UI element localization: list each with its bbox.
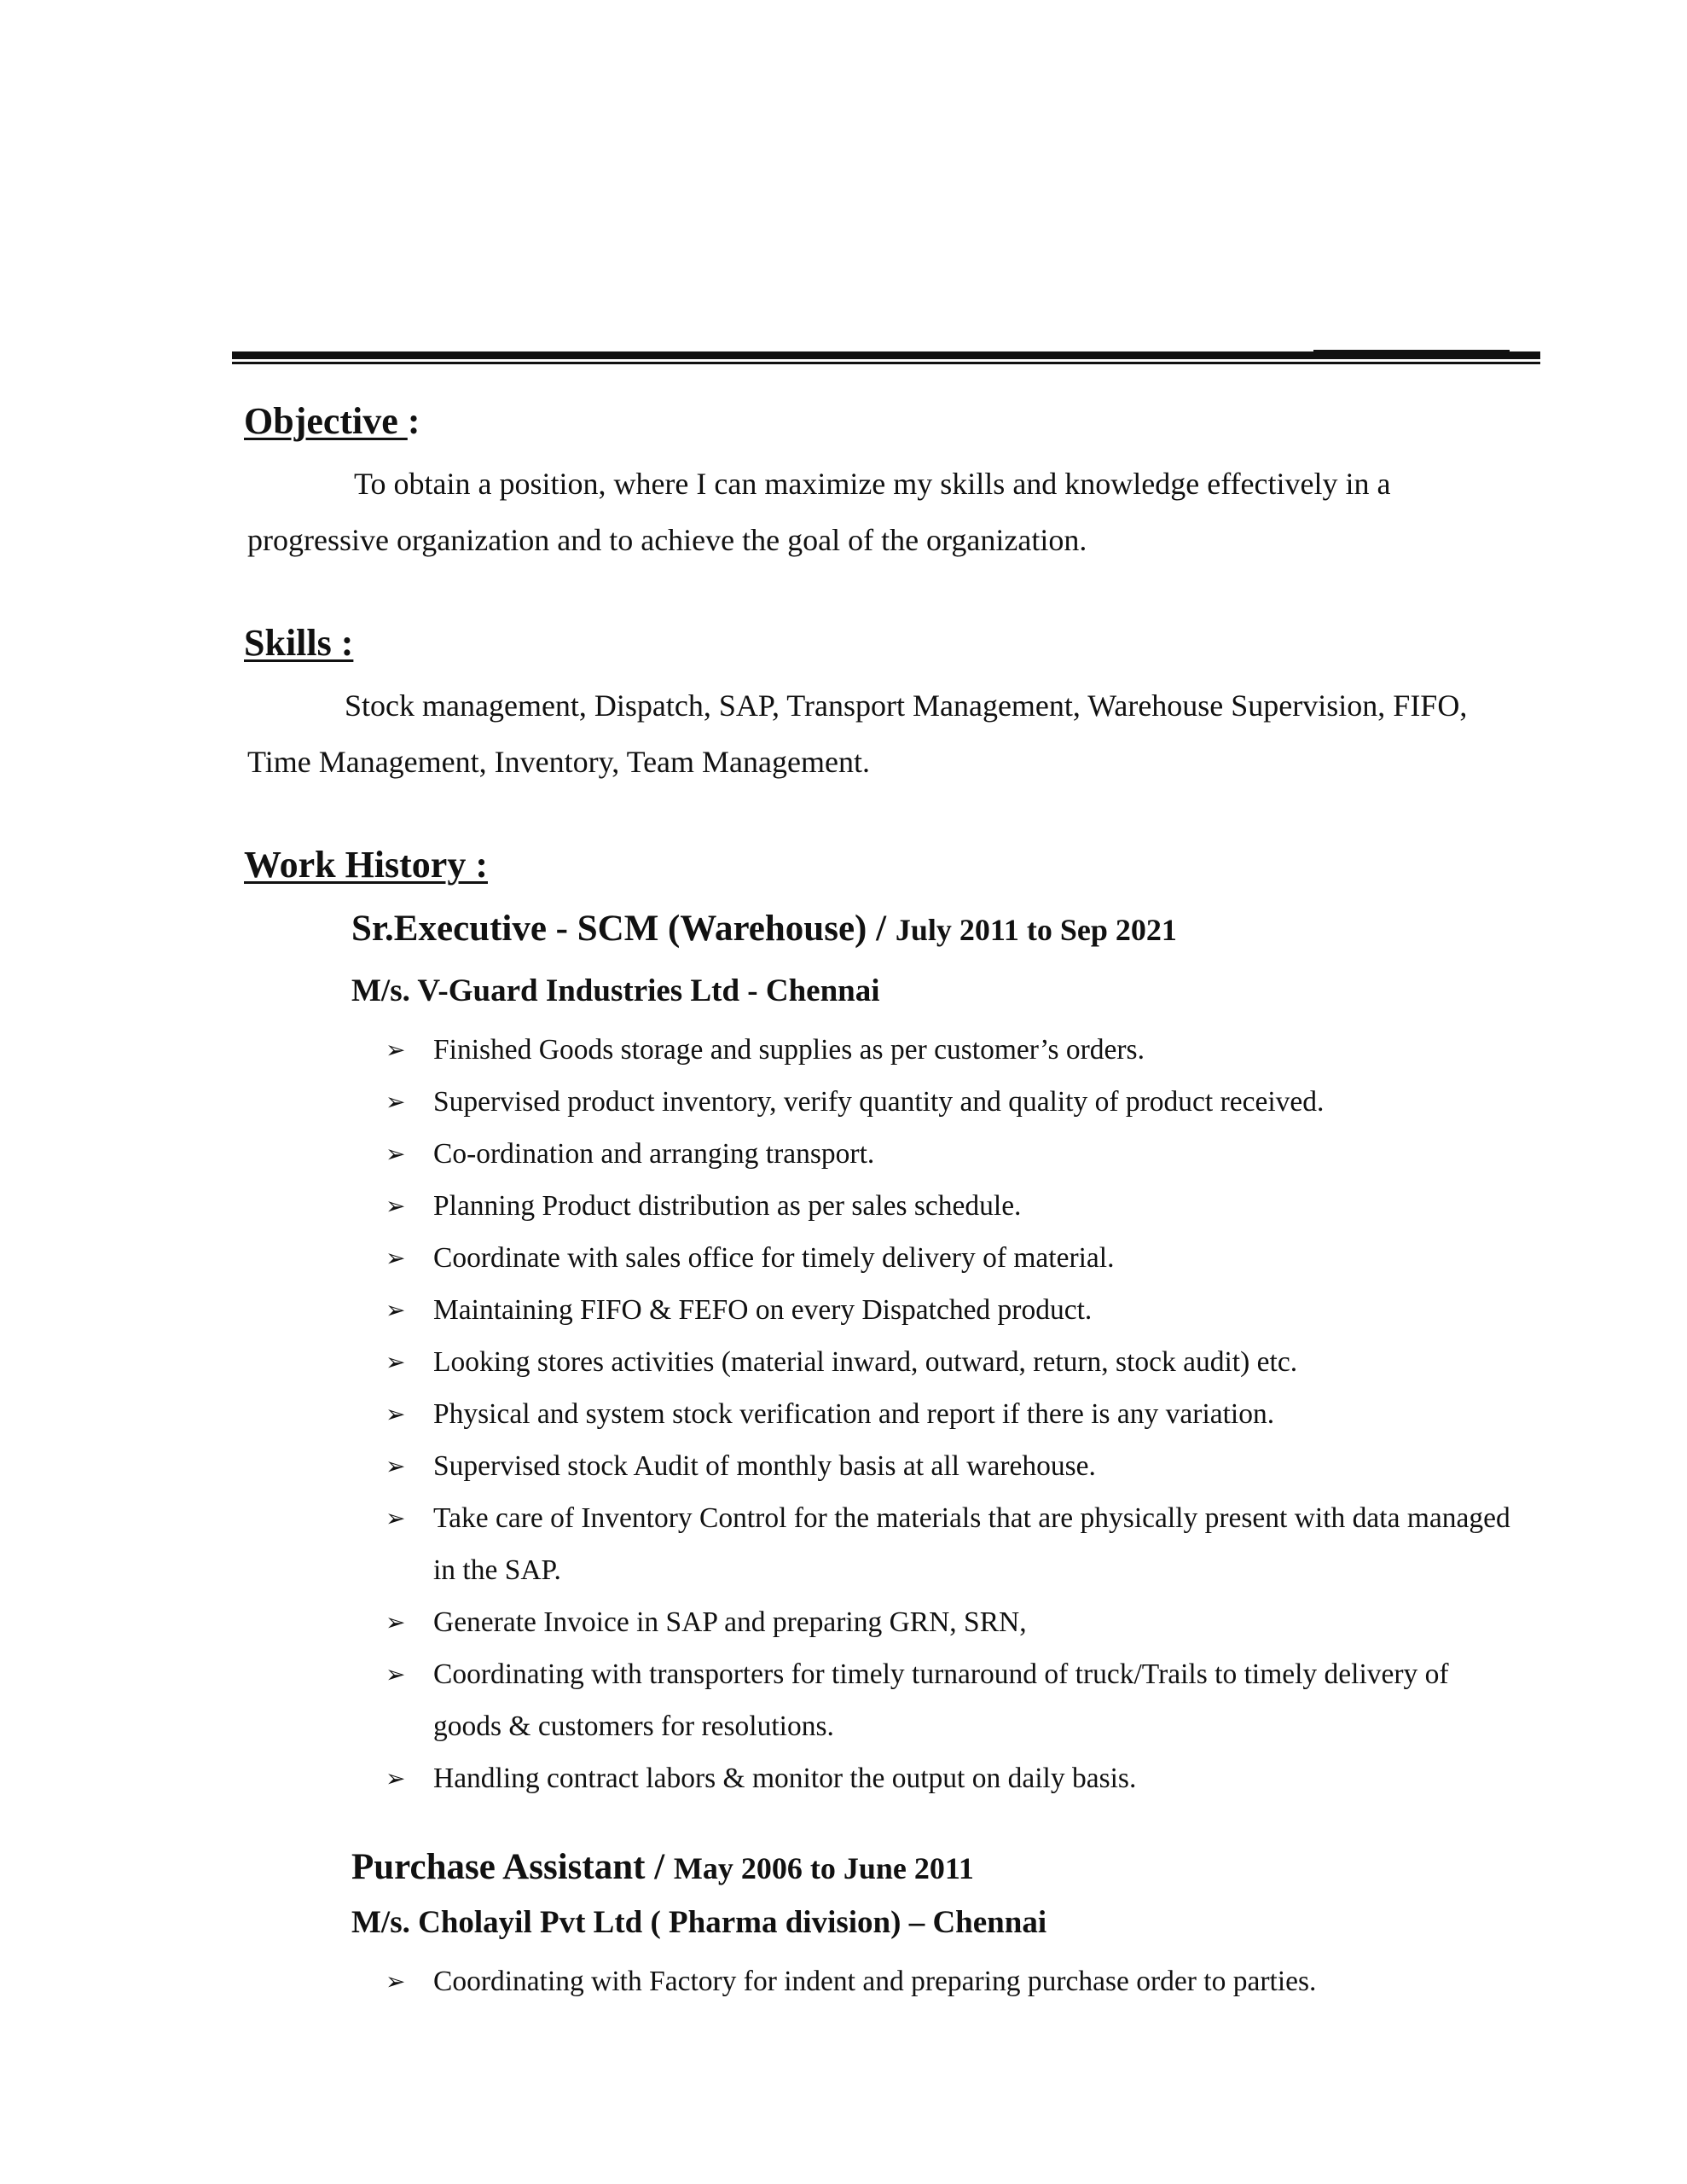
list-item-text: Planning Product distribution as per sales schedule.: [433, 1190, 1022, 1222]
list-item: [386, 1596, 1520, 1648]
list-item-text: Coordinating with Factory for indent and preparing purchase order to parties.: [433, 1966, 1317, 1997]
list-item: [386, 1955, 1520, 2007]
list-item-text: Take care of Inventory Control for the materials that are physically present with data managed in the SAP.: [433, 1502, 1510, 1586]
job-title-text: Sr.Executive - SCM (Warehouse) /: [351, 909, 896, 949]
list-item-text: Supervised stock Audit of monthly basis at all warehouse.: [433, 1450, 1096, 1482]
job-dates: May 2006 to June 2011: [673, 1851, 974, 1885]
list-item-text: Maintaining FIFO & FEFO on every Dispatched product.: [433, 1294, 1093, 1326]
list-item-text: Handling contract labors & monitor the output on daily basis.: [433, 1763, 1137, 1794]
list-item: [386, 1336, 1520, 1388]
list-item: [386, 1440, 1520, 1492]
skills-heading-label: Skills :: [244, 622, 354, 664]
arrow-bullet-icon: ➢: [386, 1967, 406, 1995]
list-item: [386, 1180, 1520, 1232]
skills-text: Stock management, Dispatch, SAP, Transport Management, Warehouse Supervision, FIFO, Time Management, Inventory, Team Management.: [247, 688, 1468, 779]
list-item: [386, 1076, 1520, 1128]
arrow-bullet-icon: ➢: [386, 1140, 406, 1168]
arrow-bullet-icon: ➢: [386, 1348, 406, 1376]
skills-text-block: [247, 677, 1501, 790]
job-title-text: Purchase Assistant /: [351, 1847, 674, 1887]
list-item: [386, 1024, 1520, 1076]
list-item: [386, 1284, 1520, 1336]
arrow-bullet-icon: ➢: [386, 1244, 406, 1272]
skills-heading: [244, 621, 353, 665]
arrow-bullet-icon: ➢: [386, 1400, 406, 1428]
header-rule-thick: [232, 351, 1540, 359]
list-item: [386, 1752, 1520, 1804]
arrow-bullet-icon: ➢: [386, 1608, 406, 1636]
list-item-text: Generate Invoice in SAP and preparing GRN, SRN,: [433, 1606, 1027, 1638]
objective-text: To obtain a position, where I can maximize my skills and knowledge effectively in a progressive organization and to achieve the goal of the organization.: [247, 467, 1391, 557]
list-item: [386, 1388, 1520, 1440]
list-item-text: Coordinate with sales office for timely delivery of material.: [433, 1242, 1115, 1274]
list-item: [386, 1492, 1520, 1596]
job-title: [351, 1846, 974, 1888]
arrow-bullet-icon: ➢: [386, 1764, 406, 1792]
list-item-text: Finished Goods storage and supplies as per customer’s orders.: [433, 1034, 1145, 1066]
list-item-text: Supervised product inventory, verify quantity and quality of product received.: [433, 1086, 1325, 1118]
header-rule-thin: [232, 362, 1540, 364]
arrow-bullet-icon: ➢: [386, 1036, 406, 1064]
arrow-bullet-icon: ➢: [386, 1504, 406, 1532]
list-item: [386, 1648, 1520, 1752]
work-history-heading: [244, 843, 488, 886]
job-bullet-list: [386, 1024, 1520, 1804]
arrow-bullet-icon: ➢: [386, 1088, 406, 1116]
arrow-bullet-icon: ➢: [386, 1452, 406, 1480]
list-item-text: Physical and system stock verification and report if there is any variation.: [433, 1398, 1275, 1430]
list-item: [386, 1232, 1520, 1284]
arrow-bullet-icon: ➢: [386, 1192, 406, 1220]
arrow-bullet-icon: ➢: [386, 1296, 406, 1324]
job-title: [351, 908, 1177, 950]
objective-heading-colon: :: [407, 400, 420, 442]
list-item-text: Coordinating with transporters for timely turnaround of truck/Trails to timely delivery of goods & customers for resolutions.: [433, 1658, 1449, 1742]
job-bullet-list: [386, 1955, 1520, 2007]
objective-heading-label: Objective: [244, 400, 408, 442]
list-item-text: Looking stores activities (material inward, outward, return, stock audit) etc.: [433, 1346, 1298, 1378]
objective-heading: [244, 399, 420, 443]
work-history-heading-label: Work History :: [244, 844, 488, 886]
list-item-text: Co-ordination and arranging transport.: [433, 1138, 875, 1170]
arrow-bullet-icon: ➢: [386, 1660, 406, 1688]
job-company: M/s. Cholayil Pvt Ltd ( Pharma division) – Chennai: [351, 1905, 1047, 1940]
job-dates: July 2011 to Sep 2021: [895, 913, 1177, 947]
job-company: M/s. V-Guard Industries Ltd - Chennai: [351, 973, 880, 1008]
objective-text-block: [247, 456, 1501, 568]
list-item: [386, 1128, 1520, 1180]
